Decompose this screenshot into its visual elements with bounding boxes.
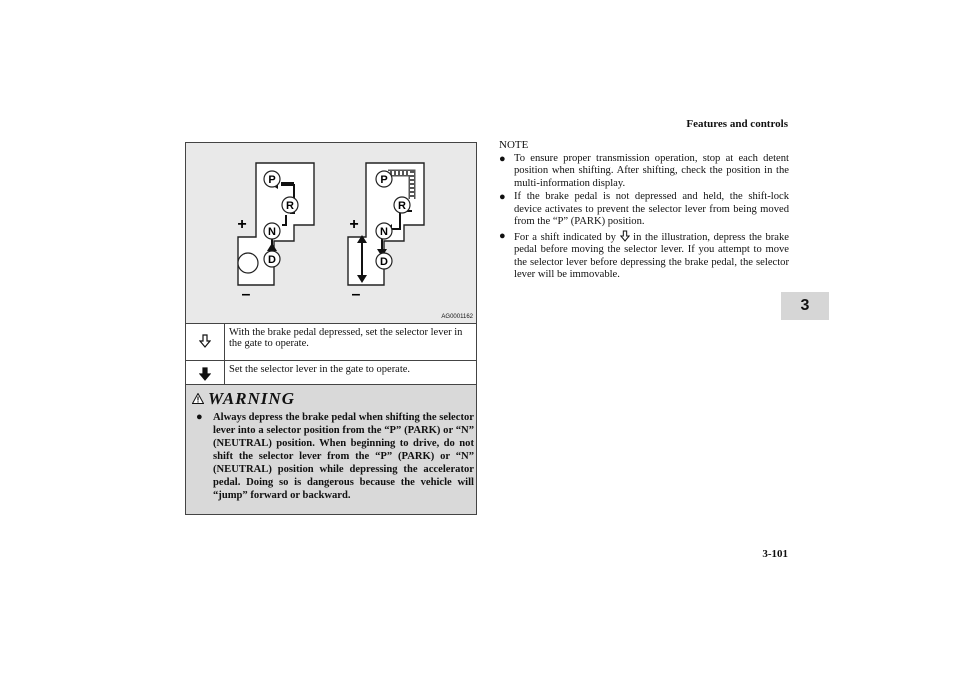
note-item xyxy=(499,230,789,282)
note-bullet: ● xyxy=(499,191,506,203)
warning-bullet: ● xyxy=(196,411,203,423)
left-gate xyxy=(237,163,314,303)
note-text xyxy=(514,230,789,282)
note-text-before: For a shift indicated by xyxy=(514,231,616,243)
note-item xyxy=(499,153,789,191)
legend-text: With the brake pedal depressed, set the selector lever in the gate to operate. xyxy=(225,324,477,361)
warning-text: Always depress the brake pedal when shifting the selector lever into a selector position from the “P” (PARK) or “N” (NEUTRAL) position. When beginning to drive, do not shift the selector lever from the “P” (PARK) or “N” (NEUTRAL) position while depressing the accelerator pedal. Doing so is dangerous because the vehicle will “jump” forward or backward. xyxy=(213,412,474,501)
note-text: To ensure proper transmission operation, stop at each detent position when shifting. After shifting, check the position in the multi-information display. xyxy=(514,152,789,189)
label-minus: – xyxy=(241,286,251,303)
label-d-right: D xyxy=(380,256,388,268)
warning-text-block xyxy=(196,411,474,502)
legend-text: Set the selector lever in the gate to operate. xyxy=(225,361,477,390)
note-text: If the brake pedal is not depressed and held, the shift-lock device activates to prevent the selector lever from being moved from the “P” (PARK) position. xyxy=(514,191,789,227)
section-header: Features and controls xyxy=(686,118,788,130)
legend-row xyxy=(186,324,477,361)
label-p: P xyxy=(268,174,276,186)
label-d: D xyxy=(268,254,276,266)
shift-gate-illustration xyxy=(185,142,477,324)
right-gate xyxy=(348,163,424,303)
label-r: R xyxy=(286,200,294,212)
note-text-after: in the illustration, depress the brake pedal before moving the selector lever. If you attempt to move the selector lever before depressing the brake pedal, the selector lever will be immovable. xyxy=(514,231,789,280)
label-r-right: R xyxy=(398,200,406,212)
page-number: 3-101 xyxy=(762,548,788,560)
arrow-legend xyxy=(185,323,477,390)
warning-box xyxy=(185,384,477,515)
note-section xyxy=(499,139,789,282)
label-plus: + xyxy=(237,216,247,233)
label-n-right: N xyxy=(380,226,388,238)
label-p-right: P xyxy=(380,174,388,186)
warning-triangle-icon xyxy=(192,393,204,404)
figure-code: AG0001162 xyxy=(441,314,473,320)
chapter-tab: 3 xyxy=(781,292,829,320)
label-n: N xyxy=(268,226,276,238)
label-minus-right: – xyxy=(351,286,361,303)
warning-title: WARNING xyxy=(208,389,295,408)
hollow-down-arrow-icon xyxy=(620,230,630,242)
note-bullet: ● xyxy=(499,152,506,165)
solid-down-arrow-icon xyxy=(199,367,211,381)
label-plus-right: + xyxy=(349,216,359,233)
note-item xyxy=(499,191,789,229)
shift-gate-diagram xyxy=(186,143,476,323)
hollow-down-arrow-icon xyxy=(199,334,211,348)
note-title: NOTE xyxy=(499,139,529,151)
note-bullet: ● xyxy=(499,229,506,242)
